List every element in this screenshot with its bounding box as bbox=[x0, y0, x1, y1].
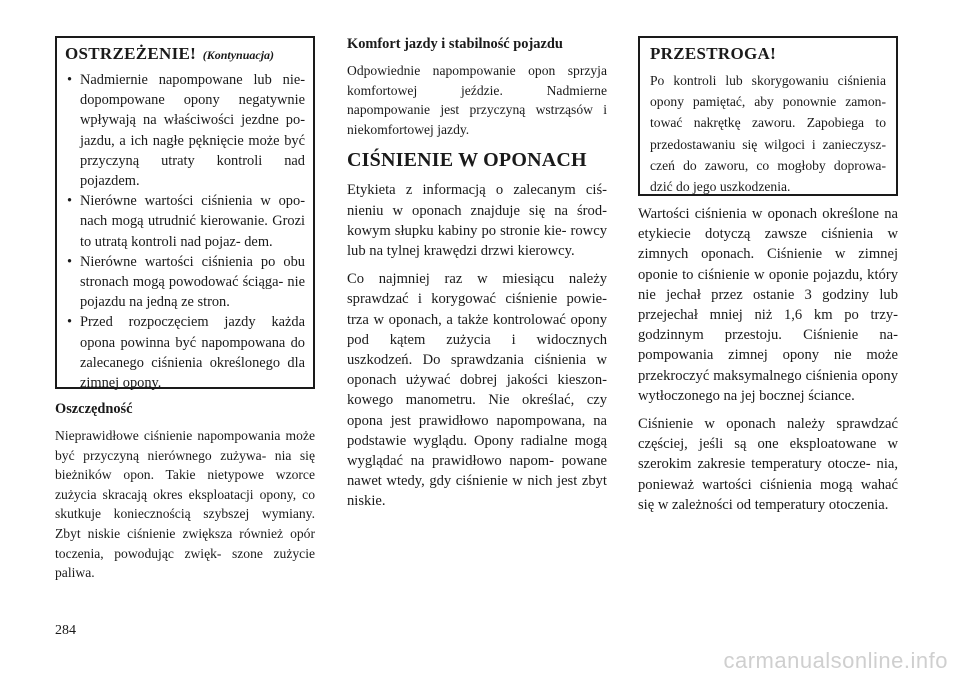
warning-title bbox=[65, 44, 305, 64]
tire-pressure-paragraph-2: Co najmniej raz w miesiącu należy sprawdzać i korygować ciśnienie powie- trza w oponach, a także kontrolować opony pod kątem zużycia i widocznych uszkodzeń. Do sprawdzania ciśnienia w oponach używać dobrej jakości kieszon- kowego manometru. Nie określać, czy opona jest prawidłowo napompowana, na podstawie wyglądu. Opony radialne mogą wyglądać na prawidłowo napom- powane nawet wtedy, gdy ciśnienie w nich jest zbyt niskie. bbox=[347, 271, 607, 510]
column-left bbox=[55, 36, 315, 591]
temperature-paragraph: Ciśnienie w oponach należy sprawdzać częściej, jeśli są one eksploatowane w szerokim zakresie temperatury otocze- nia, ponieważ wartości ciśnienia mogą wahać się w zależności od temperatury otoczenia. bbox=[638, 416, 898, 513]
warning-item: • Przed rozpoczęciem jazdy każda opona powinna być napompowana do zalecanego ciśnienia określonego dla zimnej opony. bbox=[65, 312, 305, 393]
watermark: carmanualsonline.info bbox=[723, 648, 948, 673]
comfort-heading: Komfort jazdy i stabilność pojazdu bbox=[347, 36, 563, 52]
warning-title-text: OSTRZEŻENIE! bbox=[65, 44, 197, 63]
warning-item: • Nadmiernie napompowane lub nie- dopompowane opony negatywnie wpływają na właściwości jezdne po- jazdu, a ich nagłe pęknięcie może być przyczyną utraty kontroli nad pojazdem. bbox=[65, 70, 305, 191]
caution-title: PRZESTROGA! bbox=[650, 44, 777, 63]
caution-box bbox=[638, 36, 898, 196]
warning-subtitle: (Kontynuacja) bbox=[202, 48, 275, 62]
tire-pressure-paragraph-1: Etykieta z informacją o zalecanym ciś- nieniu w oponach znajduje się na środ- kowym słupku kabiny po stronie kie- rowcy lub na tylnej krawędzi drzwi kierowcy. bbox=[347, 182, 607, 259]
column-middle bbox=[347, 36, 607, 520]
caution-paragraph: Po kontroli lub skorygowaniu ciśnienia opony pamiętać, aby ponownie zamon- tować nakrętkę zaworu. Zapobiega to przedostawaniu się wilgoci i zanieczysz- czeń do zaworu, co mogłoby doprowa- dzić do jego uszkodzenia. bbox=[650, 73, 886, 195]
comfort-paragraph: Odpowiednie napompowanie opon sprzyja komfortowej jeździe. Nadmierne napompowanie jest przyczyną wstrząsów i niekomfortowej jazdy. bbox=[347, 63, 607, 137]
warning-list bbox=[65, 70, 305, 393]
tire-pressure-title: CIŚNIENIE W OPONACH bbox=[347, 149, 587, 172]
warning-item: • Nierówne wartości ciśnienia po obu stronach mogą powodować ściąga- nie pojazdu na jedną ze stron. bbox=[65, 252, 305, 313]
column-right bbox=[638, 36, 898, 523]
warning-item: • Nierówne wartości ciśnienia w opo- nach mogą utrudnić kierowanie. Grozi to utratą kontroli nad pojaz- dem. bbox=[65, 191, 305, 252]
cold-pressure-paragraph: Wartości ciśnienia w oponach określone na etykiecie dotyczą zawsze ciśnienia w zimnych oponach. Ciśnienie w zimnej oponie to ciśnienie w oponie pojazdu, który nie jechał przez ostanie 3 godziny lub przejechał mniej niż 1,6 km po trzy- godzinnym przestoju. Ciśnienie na- pompowania zimnej opony nie może przekroczyć maksymalnego ciśnienia opony wytłoczonego na jej bocznej ściance. bbox=[638, 206, 898, 404]
page-number: 284 bbox=[55, 623, 76, 638]
savings-heading: Oszczędność bbox=[55, 401, 133, 417]
savings-paragraph: Nieprawidłowe ciśnienie napompowania może być przyczyną nierównego zużywa- nia się bieżników opon. Takie nietypowe wzorce zużycia skracają okres eksploatacji opony, co skutkuje koniecznością szybszej wymiany. Zbyt niskie ciśnienie zwiększa również opór toczenia, powodując zwięk- szone zużycie paliwa. bbox=[55, 428, 315, 581]
warning-box bbox=[55, 36, 315, 392]
